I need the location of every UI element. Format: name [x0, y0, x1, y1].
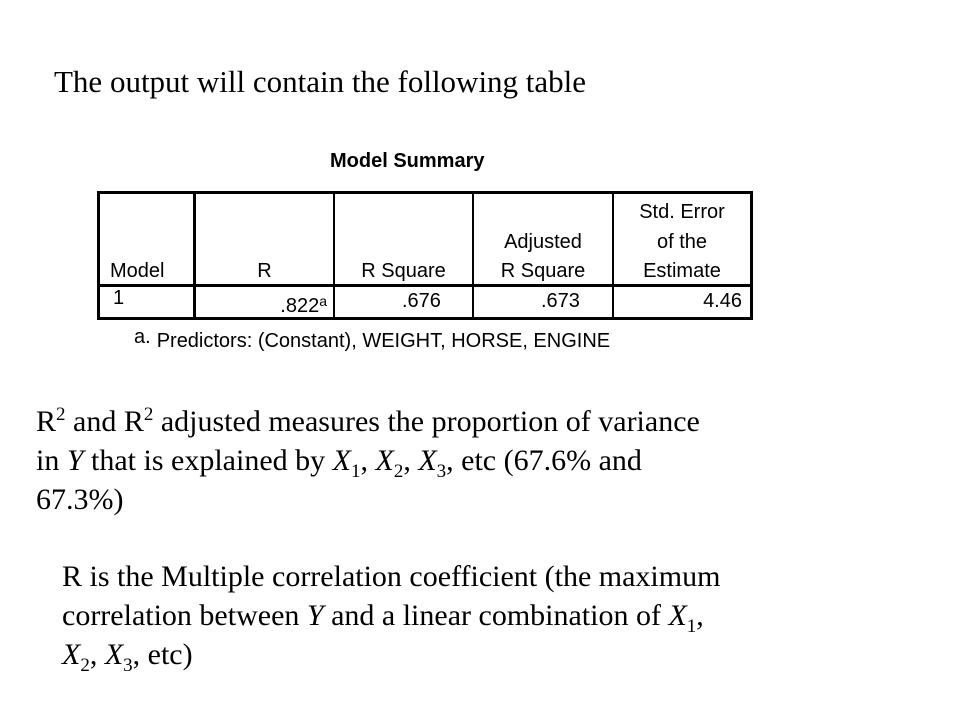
intro-text: The output will contain the following table	[54, 64, 587, 99]
cell-r-value: .822	[280, 295, 320, 317]
r-squared-explanation	[36, 402, 936, 519]
cell-r	[196, 289, 327, 318]
para2-line1: R is the Multiple correlation coefficient (the maximum	[62, 560, 721, 593]
footnote-mark: a.	[134, 326, 151, 348]
header-r-square: R Square	[361, 260, 446, 282]
header-r: R	[257, 260, 272, 282]
header-std-error-line1: Std. Error	[639, 201, 725, 223]
column-divider	[472, 191, 474, 320]
header-adjusted-line1: Adjusted	[504, 231, 582, 253]
cell-r-square: .676	[402, 290, 441, 312]
para1-line2: in Y that is explained by $X_1$, $X_2$, $X_3$, etc (67.6% and	[36, 444, 642, 482]
cell-r-footnote-marker: a	[319, 293, 327, 309]
cell-adj-r-square: .673	[541, 290, 580, 312]
para2-line2: correlation between Y and a linear combination of $X_1$,	[62, 599, 704, 637]
header-model: Model	[110, 260, 165, 282]
header-divider	[97, 284, 753, 287]
header-adjusted-line2: R Square	[500, 260, 586, 282]
para2-line3: $X_2$, $X_3$, etc)	[62, 638, 193, 676]
column-divider	[333, 191, 335, 320]
r-explanation	[62, 557, 942, 674]
cell-model: 1	[113, 287, 125, 309]
para1-line3: 67.3%)	[36, 483, 124, 516]
footnote-text: Predictors: (Constant), WEIGHT, HORSE, ENGINE	[156, 330, 611, 352]
table-title: Model Summary	[330, 150, 485, 172]
header-std-error-line2: of the	[656, 231, 708, 253]
header-std-error-line3: Estimate	[643, 260, 721, 282]
table-footnote	[134, 326, 611, 353]
para1-line1: $R^2$ and $R^2$ adjusted measures the proportion of variance	[36, 404, 700, 438]
cell-std-error: 4.46	[703, 290, 742, 312]
